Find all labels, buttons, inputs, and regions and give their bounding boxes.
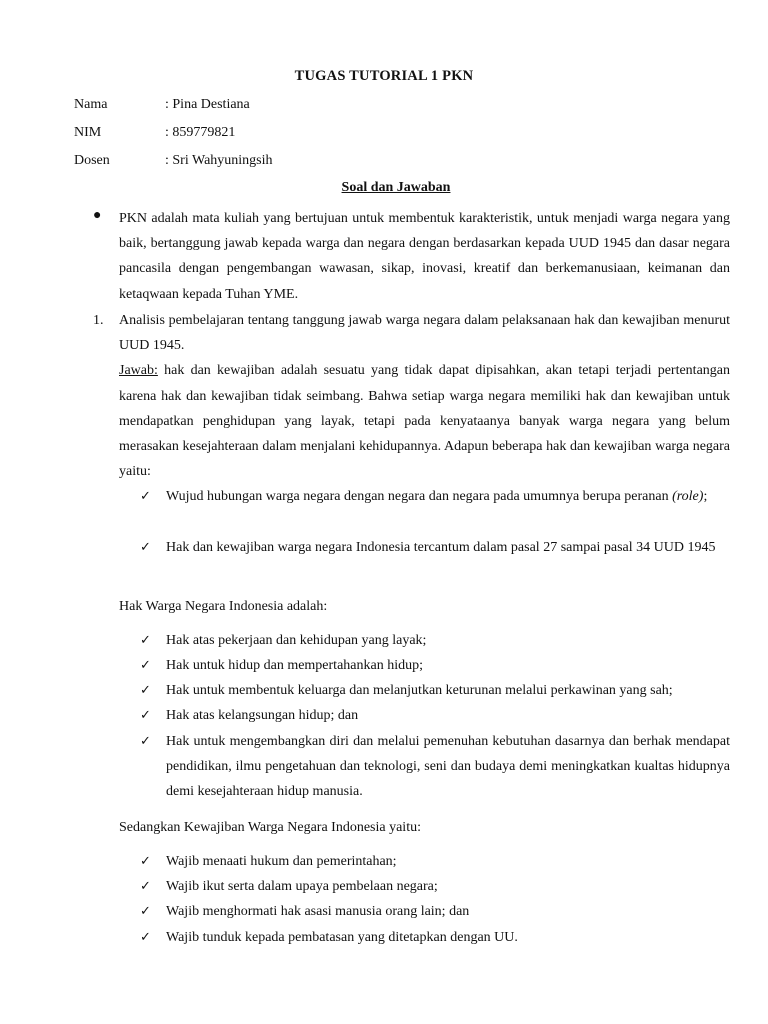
answer-text: hak dan kewajiban adalah sesuatu yang tidak dapat dipisahkan, akan tetapi terjadi pertentangan karena hak dan kewajiban tidak seimbang. Bahwa setiap warga negara memiliki hak dan kewajiban untuk mendapatkan penghidupan yang layak, tetapi pada kenyataanya banyak warga negara yang belum merasakan kesejahteraan dalam menjalani kehidupannya. Adapun beberapa hak dan kewajiban warga negara yaitu: xyxy=(119,363,730,480)
intro-paragraph: PKN adalah mata kuliah yang bertujuan untuk membentuk karakteristik, untuk menjadi warga negara yang baik, bertanggung jawab kepada warga dan negara dengan berdasarkan kepada UUD 1945 dan dasar negara pancasila dengan pengembangan wawasan, sikap, inovasi, kreatif dan berkemanusiaan, keimanan dan ketaqwaan kepada Tuhan YME. xyxy=(119,211,730,302)
identity-label: NIM xyxy=(74,125,102,140)
obligation-text: Wajib tunduk kepada pembatasan yang ditetapkan dengan UU. xyxy=(166,930,518,945)
relation-text-italic: (role) xyxy=(672,489,704,504)
check-icon: ✓ xyxy=(140,658,151,673)
answer-label: Jawab: xyxy=(119,363,158,379)
identity-value: : Sri Wahyuningsih xyxy=(165,153,273,168)
check-icon: ✓ xyxy=(140,854,151,869)
section-subtitle: Soal dan Jawaban xyxy=(341,180,451,195)
check-icon: ✓ xyxy=(140,930,151,945)
document-title: TUGAS TUTORIAL 1 PKN xyxy=(294,68,474,84)
obligation-text: Wajib menghormati hak asasi manusia orang lain; dan xyxy=(166,904,470,919)
question-number: 1. xyxy=(93,313,104,328)
identity-label: Nama xyxy=(74,97,108,112)
right-text: Hak untuk mengembangkan diri dan melalui pemenuhan kebutuhan dasarnya dan berhak mendapat pendidikan, ilmu pengetahuan dan teknologi, seni dan budaya demi meningkatkan kualtas hidupnya demi kesejahteraan hidup manusia. xyxy=(166,734,730,800)
check-icon: ✓ xyxy=(140,734,151,749)
check-icon: ✓ xyxy=(140,633,151,648)
relation-text: Hak dan kewajiban warga negara Indonesia tercantum dalam pasal 27 sampai pasal 34 UUD 1945 xyxy=(166,540,716,555)
check-icon: ✓ xyxy=(140,489,151,504)
check-icon: ✓ xyxy=(140,904,151,919)
identity-label: Dosen xyxy=(74,153,110,168)
obligations-heading: Sedangkan Kewajiban Warga Negara Indonesia yaitu: xyxy=(119,820,421,835)
relation-text-main: Wujud hubungan warga negara dengan negara dan negara pada umumnya berupa peranan xyxy=(166,489,673,504)
obligation-text: Wajib ikut serta dalam upaya pembelaan negara; xyxy=(166,879,438,894)
relation-text xyxy=(166,484,730,509)
check-icon: ✓ xyxy=(140,683,151,698)
question-1 xyxy=(119,308,730,484)
check-icon: ✓ xyxy=(140,708,151,723)
identity-value: : 859779821 xyxy=(165,125,236,140)
right-text: Hak atas pekerjaan dan kehidupan yang layak; xyxy=(166,633,427,648)
right-text: Hak untuk membentuk keluarga dan melanjutkan keturunan melalui perkawinan yang sah; xyxy=(166,683,673,698)
obligation-text: Wajib menaati hukum dan pemerintahan; xyxy=(166,854,397,869)
relation-text-end: ; xyxy=(703,489,708,504)
check-icon: ✓ xyxy=(140,879,151,894)
right-text: Hak atas kelangsungan hidup; dan xyxy=(166,708,359,723)
question-text: Analisis pembelajaran tentang tanggung jawab warga negara dalam pelaksanaan hak dan kewajiban menurut UUD 1945. xyxy=(119,313,730,354)
bullet-icon: ● xyxy=(93,208,102,223)
rights-heading: Hak Warga Negara Indonesia adalah: xyxy=(119,599,328,614)
right-text: Hak untuk hidup dan mempertahankan hidup; xyxy=(166,658,423,673)
identity-value: : Pina Destiana xyxy=(165,97,250,112)
check-icon: ✓ xyxy=(140,540,151,555)
